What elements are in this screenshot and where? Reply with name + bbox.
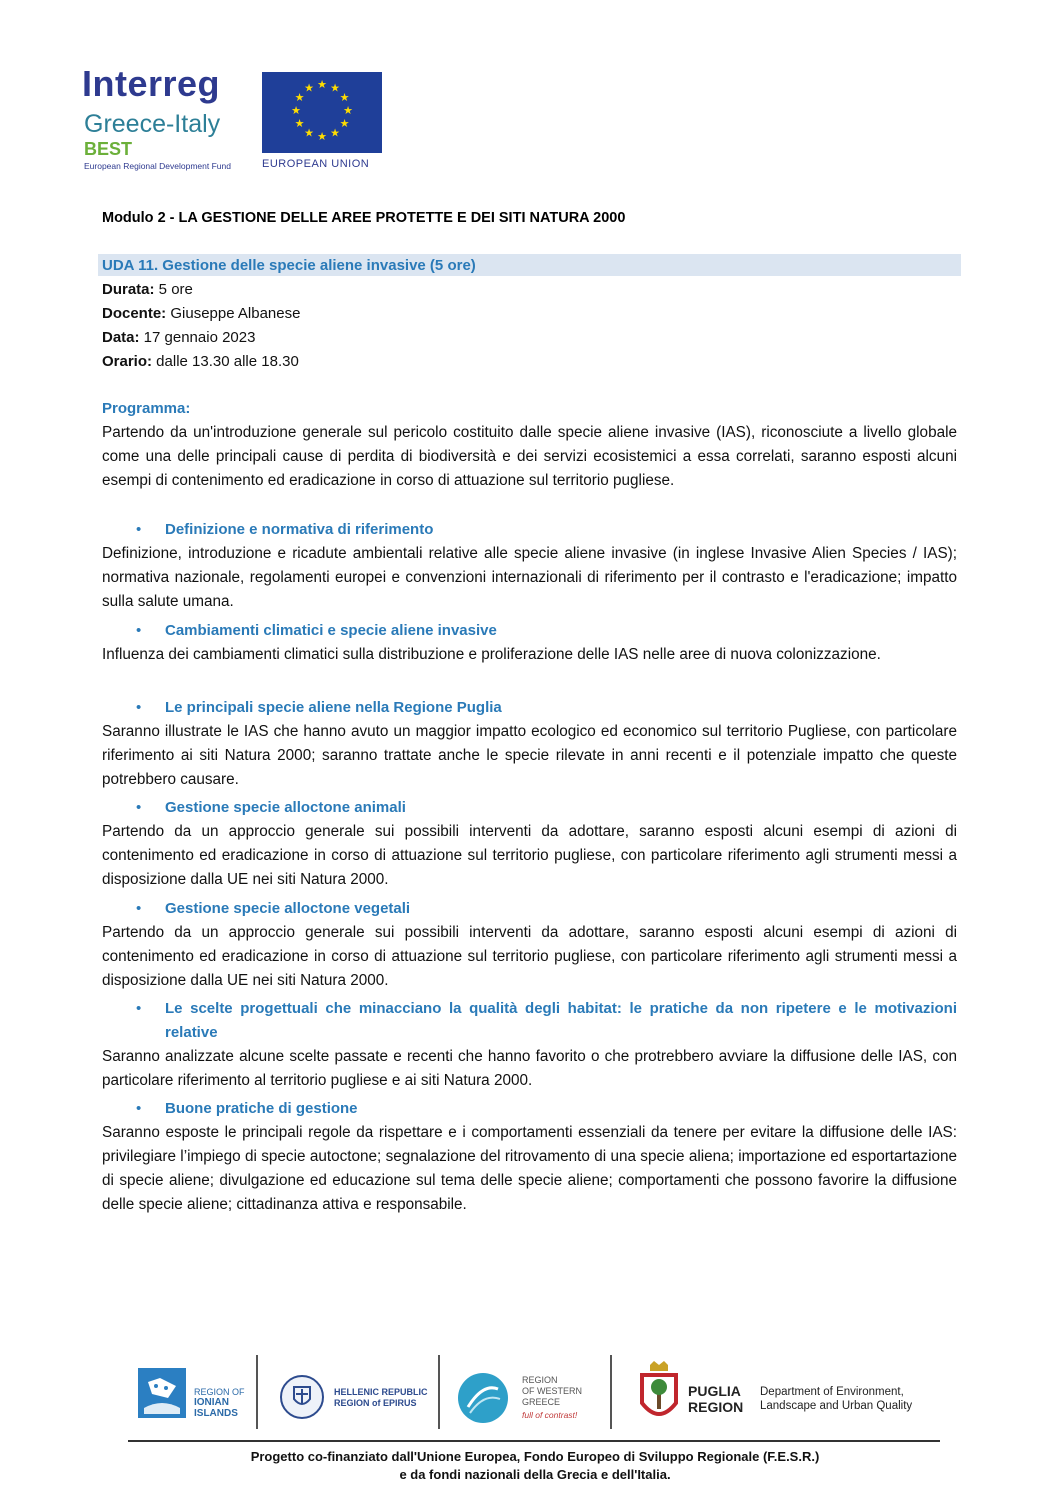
svg-text:★: ★ (291, 104, 301, 117)
meta-docente: Docente: Giuseppe Albanese (102, 305, 301, 322)
section-body-scelte-progettuali: Saranno analizzate alcune scelte passate e recenti che hanno favorito o che protrebbero avviare la diffusione delle IAS, con particolare riferimento al territorio pugliese e ai siti Natura 2000. (102, 1048, 957, 1089)
bullet-icon: • (136, 1100, 142, 1117)
svg-text:★: ★ (317, 130, 327, 143)
eu-flag-icon (262, 72, 382, 153)
eu-label: EUROPEAN UNION (262, 158, 370, 170)
meta-orario: Orario: dalle 13.30 alle 18.30 (102, 353, 299, 370)
bullet-icon: • (136, 900, 142, 917)
meta-data: Data: 17 gennaio 2023 (102, 329, 256, 346)
module-title: Modulo 2 - LA GESTIONE DELLE AREE PROTETTE E DEI SITI NATURA 2000 (102, 210, 626, 226)
svg-text:★: ★ (304, 81, 314, 95)
programma-text: Partendo da un'introduzione generale sul pericolo costituito dalle specie aliene invasive (IAS), riconosciute a livello globale come una delle principali cause di perdita di biodiversità e dei servizi ecosistemici a essa correlati, saranno esposti alcuni esempi di contenimento ed eradicazione in corso di attuazione sul territorio pugliese. (102, 424, 957, 489)
section-title-alloctone-animali: Gestione specie alloctone animali (165, 799, 406, 816)
section-title-cambiamenti: Cambiamenti climatici e specie aliene invasive (165, 622, 497, 639)
svg-text:★: ★ (330, 81, 340, 95)
cofinancing-note: Progetto co-finanziato dall'Unione Europea, Fondo Europeo di Sviluppo Regionale (F.E.S.R.) e da fondi nazionali della Grecia e dell'Italia. (250, 1449, 820, 1482)
section-title-buone-pratiche: Buone pratiche di gestione (165, 1100, 358, 1117)
svg-text:★: ★ (294, 117, 305, 130)
project-acronym: BEST (84, 139, 133, 159)
ionian-islands-text: REGION OF IONIAN ISLANDS (194, 1387, 245, 1419)
footer-divider (256, 1355, 258, 1429)
department-text: Department of Environment, Landscape and Urban Quality (760, 1386, 913, 1412)
section-body-buone-pratiche: Saranno esposte le principali regole da rispettare e i comportamenti essenziali da tenere per evitare la diffusione delle IAS: privilegiare l’impiego di specie autoctone; segnalazione del ritrovamento di una specie aliena; importazione ed esportartazione di specie aliene; divulgazione ed educazione sul tema delle specie aliene; comportamenti che possono favorire la diffusione delle specie aliene; cittadinanza attiva e responsabile. (102, 1124, 957, 1213)
meta-durata: Durata: 5 ore (102, 281, 193, 298)
section-title-scelte-progettuali: Le scelte progettuali che minacciano la qualità degli habitat: le pratiche da non ripetere e le motivazioni relative (165, 1000, 957, 1041)
bullet-icon: • (136, 699, 142, 716)
hellenic-republic-seal-icon (280, 1375, 324, 1419)
bullet-icon: • (136, 1000, 142, 1017)
western-greece-tagline: full of contrast! (522, 1410, 578, 1420)
svg-text:★: ★ (343, 104, 353, 117)
puglia-crest-icon (638, 1359, 680, 1429)
section-body-definizione: Definizione, introduzione e ricadute ambientali relative alle specie aliene invasive (in inglese Invasive Alien Species / IAS); normativa nazionale, regolamenti europei e convenzioni internazionali di riferimento per il contrasto e l'eradicazione; impatto sulla salute umana. (102, 545, 957, 610)
section-title-alloctone-vegetali: Gestione specie alloctone vegetali (165, 900, 411, 917)
svg-text:★: ★ (330, 126, 340, 140)
svg-text:★: ★ (339, 91, 350, 104)
bullet-icon: • (136, 622, 142, 639)
section-title-definizione: Definizione e normativa di riferimento (165, 521, 434, 538)
svg-text:★: ★ (304, 126, 314, 140)
western-greece-logo-icon (458, 1373, 508, 1423)
footer-rule (128, 1440, 940, 1442)
section-title-specie-puglia: Le principali specie aliene nella Regione Puglia (165, 699, 502, 716)
svg-text:★: ★ (339, 117, 350, 130)
footer-divider (610, 1355, 612, 1429)
partner-logos (132, 1355, 942, 1435)
ionian-islands-logo-icon (138, 1368, 186, 1418)
bullet-icon: • (136, 799, 142, 816)
svg-text:★: ★ (294, 91, 305, 104)
programme-name: Greece-Italy (84, 110, 221, 138)
svg-text:★: ★ (317, 78, 327, 91)
footer-divider (438, 1355, 440, 1429)
interreg-wordmark: Interreg (82, 63, 221, 104)
epirus-text: HELLENIC REPUBLIC REGION of EPIRUS (334, 1387, 428, 1408)
programma-heading: Programma: (102, 400, 191, 417)
interreg-logo (82, 63, 382, 172)
western-greece-text: REGION OF WESTERN GREECE (522, 1375, 582, 1407)
section-body-cambiamenti: Influenza dei cambiamenti climatici sulla distribuzione e proliferazione delle IAS nelle aree di nuova colonizzazione. (102, 646, 881, 663)
fund-name: European Regional Development Fund (84, 161, 231, 171)
bullet-icon: • (136, 521, 142, 538)
uda-title: UDA 11. Gestione delle specie aliene invasive (5 ore) (102, 257, 476, 274)
section-body-alloctone-animali: Partendo da un approccio generale sui possibili interventi da adottare, saranno esposti alcuni esempi di azioni di contenimento ed eradicazione in corso di attuazione sul territorio pugliese, con particolare riferimento agli strumenti messi a disposizione dalla UE nei siti Natura 2000. (102, 823, 957, 888)
section-body-alloctone-vegetali: Partendo da un approccio generale sui possibili interventi da adottare, saranno esposti alcuni esempi di azioni di contenimento ed eradicazione in corso di attuazione sul territorio pugliese, con particolare riferimento agli strumenti messi a disposizione dalla UE nei siti Natura 2000. (102, 924, 957, 989)
section-body-specie-puglia: Saranno illustrate le IAS che hanno avuto un maggior impatto ecologico ed economico sul territorio Pugliese, con particolare riferimento ai siti Natura 2000; saranno trattate anche le specie rilevate in anni recenti e il potenziale impatto che queste potrebbero causare. (102, 723, 957, 788)
puglia-region-text: PUGLIA REGION (688, 1383, 744, 1415)
